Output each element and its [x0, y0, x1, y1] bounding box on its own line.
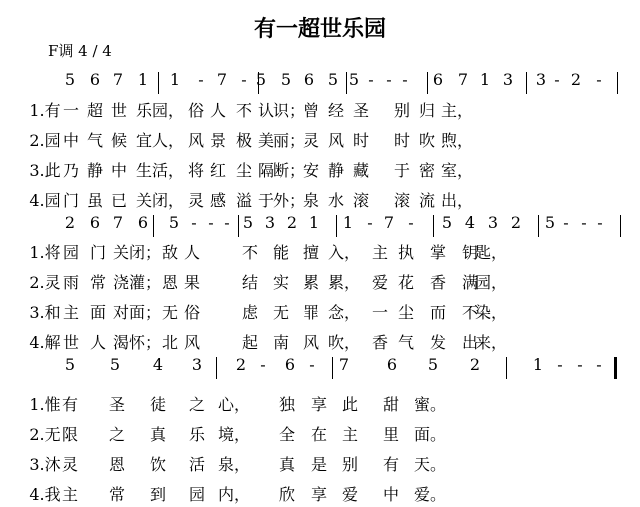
lyric-char: 面。: [413, 425, 447, 444]
dash-hold: -: [597, 213, 603, 232]
verse-start: 1.将: [29, 243, 61, 262]
lyric-char: 北: [161, 333, 179, 352]
lyric-char: 人: [89, 333, 107, 352]
lyric-char: 活: [188, 455, 206, 474]
lyric-char: 满: [461, 273, 479, 292]
lyric-char: 关: [135, 191, 153, 210]
lyric-char: 滚: [352, 191, 370, 210]
lyric-char: 溢: [235, 191, 253, 210]
barline: [506, 357, 507, 379]
dash-hold: -: [577, 355, 583, 374]
lyric-char: 发: [429, 333, 447, 352]
lyric-char: 藏: [352, 161, 370, 180]
lyric-char: 饮: [149, 455, 167, 474]
note: 1: [342, 213, 354, 232]
lyric-char: 泉，: [217, 455, 251, 474]
barline: [538, 215, 539, 237]
lyric-char: 人: [183, 243, 201, 262]
lyric-line: [0, 482, 640, 506]
lyric-char: 极: [235, 131, 253, 150]
barline: [526, 72, 527, 94]
lyric-char: 甜: [382, 395, 400, 414]
verse-start: 4.解: [29, 333, 61, 352]
note: 5: [348, 70, 360, 89]
lyric-line: [0, 188, 640, 212]
lyric-char: 常: [89, 273, 107, 292]
lyric-line: [0, 300, 640, 324]
verse-start: 3.和: [29, 303, 61, 322]
note-line: [0, 70, 640, 94]
lyric-char: 曾: [302, 101, 320, 120]
note: 7: [216, 70, 228, 89]
note: 3: [264, 213, 276, 232]
dash-hold: -: [241, 70, 247, 89]
lyric-line: [0, 98, 640, 122]
lyric-char: 不: [461, 303, 479, 322]
lyric-char: 丽；: [272, 131, 306, 150]
hymn-title: 有一超世乐园: [253, 17, 386, 42]
lyric-char: 泉: [302, 191, 320, 210]
lyric-char: 执: [397, 243, 415, 262]
lyric-char: 中: [62, 131, 80, 150]
lyric-char: 入，: [327, 243, 361, 262]
barline: [427, 72, 428, 94]
lyric-char: 主: [371, 243, 389, 262]
lyric-char: 流: [418, 191, 436, 210]
verse-start: 4.我: [29, 485, 61, 504]
barline: [336, 215, 337, 237]
final-barline: [614, 357, 617, 379]
lyric-char: 门: [89, 243, 107, 262]
lyric-char: 此: [341, 395, 359, 414]
lyric-char: 累，: [327, 273, 361, 292]
lyric-char: 而: [429, 303, 447, 322]
lyric-char: 时: [393, 131, 411, 150]
lyric-char: 徒: [149, 395, 167, 414]
lyric-char: 香: [429, 273, 447, 292]
lyric-line: [0, 330, 640, 354]
barline: [346, 72, 347, 94]
lyric-char: 念，: [327, 303, 361, 322]
lyric-char: 主: [62, 303, 80, 322]
dash-hold: -: [386, 70, 392, 89]
note: 7: [383, 213, 395, 232]
lyric-char: 候: [110, 131, 128, 150]
dash-hold: -: [260, 355, 266, 374]
lyric-char: 时: [352, 131, 370, 150]
lyric-char: 吹: [418, 131, 436, 150]
barline: [332, 357, 333, 379]
lyric-char: 乃: [62, 161, 80, 180]
note: 7: [112, 70, 124, 89]
lyric-char: 吹，: [327, 333, 361, 352]
note: 3: [487, 213, 499, 232]
lyric-char: 渴: [112, 333, 130, 352]
dash-hold: -: [224, 213, 230, 232]
lyric-line: [0, 422, 640, 446]
dash-hold: -: [408, 213, 414, 232]
lyric-char: 闭，: [151, 191, 185, 210]
lyric-char: 一: [371, 303, 389, 322]
lyric-char: 乐: [188, 425, 206, 444]
lyric-char: 气: [397, 333, 415, 352]
note: 1: [479, 70, 491, 89]
lyric-char: 识；: [272, 101, 306, 120]
barline: [153, 215, 154, 237]
note: 3: [535, 70, 547, 89]
note: 5: [280, 70, 292, 89]
lyric-char: 有: [61, 395, 79, 414]
lyric-char: 里: [382, 425, 400, 444]
note-line: [0, 213, 640, 237]
lyric-char: 天。: [413, 455, 447, 474]
lyric-char: 中: [110, 161, 128, 180]
lyric-char: 俗: [183, 303, 201, 322]
note: 6: [386, 355, 398, 374]
lyric-char: 园: [188, 485, 206, 504]
lyric-char: 享: [310, 395, 328, 414]
lyric-char: 有: [382, 455, 400, 474]
note: 2: [570, 70, 582, 89]
lyric-char: 中: [382, 485, 400, 504]
lyric-char: 尘: [235, 161, 253, 180]
lyric-char: 面: [89, 303, 107, 322]
verse-start: 2.无: [29, 425, 61, 444]
lyric-char: 经: [327, 101, 345, 120]
dash-hold: -: [191, 213, 197, 232]
lyric-char: 断；: [272, 161, 306, 180]
note: 6: [89, 213, 101, 232]
dash-hold: -: [563, 213, 569, 232]
lyric-line: [0, 392, 640, 416]
lyric-char: 主: [61, 485, 79, 504]
note: 2: [510, 213, 522, 232]
lyric-char: 心，: [217, 395, 251, 414]
lyric-char: 南: [272, 333, 290, 352]
lyric-char: 限: [61, 425, 79, 444]
lyric-char: 宜: [135, 131, 153, 150]
lyric-char: 香: [371, 333, 389, 352]
lyric-char: 感: [209, 191, 227, 210]
lyric-char: 对: [112, 303, 130, 322]
note: 2: [286, 213, 298, 232]
lyric-char: 染，: [474, 303, 508, 322]
lyric-char: 灵: [61, 455, 79, 474]
lyric-char: 门: [62, 191, 80, 210]
note: 3: [502, 70, 514, 89]
lyric-char: 爱。: [413, 485, 447, 504]
lyric-char: 尘: [397, 303, 415, 322]
lyric-char: 灵: [187, 191, 205, 210]
note: 5: [427, 355, 439, 374]
lyric-char: 世: [62, 333, 80, 352]
verse-start: 1.有: [29, 101, 61, 120]
lyric-char: 出: [461, 333, 479, 352]
note: 5: [327, 70, 339, 89]
lyric-char: 怀；: [128, 333, 162, 352]
lyric-char: 无: [272, 303, 290, 322]
lyric-char: 乐: [135, 101, 153, 120]
lyric-char: 来，: [474, 333, 508, 352]
lyric-char: 出，: [440, 191, 474, 210]
barline: [433, 215, 434, 237]
lyric-char: 风: [183, 333, 201, 352]
note: 6: [303, 70, 315, 89]
note: 6: [284, 355, 296, 374]
lyric-char: 超: [86, 101, 104, 120]
lyric-char: 之: [108, 425, 126, 444]
note: 5: [109, 355, 121, 374]
note: 4: [152, 355, 164, 374]
lyric-char: 果: [183, 273, 201, 292]
lyric-char: 安: [302, 161, 320, 180]
lyric-char: 掌: [429, 243, 447, 262]
lyric-char: 虑: [241, 303, 259, 322]
lyric-char: 欣: [278, 485, 296, 504]
barline: [158, 72, 159, 94]
note: 1: [532, 355, 544, 374]
note: 2: [64, 213, 76, 232]
note: 3: [191, 355, 203, 374]
lyric-char: 已: [110, 191, 128, 210]
lyric-char: 内，: [217, 485, 251, 504]
barline: [216, 357, 217, 379]
lyric-char: 活，: [151, 161, 185, 180]
note: 7: [338, 355, 350, 374]
lyric-line: [0, 270, 640, 294]
lyric-char: 实: [272, 273, 290, 292]
dash-hold: -: [367, 213, 373, 232]
lyric-char: 一: [62, 101, 80, 120]
dash-hold: -: [554, 70, 560, 89]
lyric-char: 气: [86, 131, 104, 150]
lyric-char: 风: [327, 131, 345, 150]
dash-hold: -: [557, 355, 563, 374]
lyric-char: 蜜。: [413, 395, 447, 414]
lyric-char: 雨: [62, 273, 80, 292]
note: 1: [137, 70, 149, 89]
lyric-char: 不: [235, 101, 253, 120]
note: 5: [64, 355, 76, 374]
verse-start: 2.园: [29, 131, 61, 150]
lyric-char: 享: [310, 485, 328, 504]
lyric-char: 恩: [108, 455, 126, 474]
lyric-char: 爱: [341, 485, 359, 504]
lyric-char: 水: [327, 191, 345, 210]
lyric-char: 关: [112, 243, 130, 262]
lyric-char: 别: [341, 455, 359, 474]
lyric-char: 累: [302, 273, 320, 292]
barline: [617, 72, 618, 94]
note: 5: [168, 213, 180, 232]
note-line: [0, 355, 640, 379]
lyric-char: 常: [108, 485, 126, 504]
lyric-char: 之: [188, 395, 206, 414]
lyric-line: [0, 452, 640, 476]
note: 7: [112, 213, 124, 232]
lyric-char: 人: [209, 101, 227, 120]
lyric-char: 浇: [112, 273, 130, 292]
dash-hold: -: [596, 70, 602, 89]
lyric-line: [0, 128, 640, 152]
lyric-char: 美: [257, 131, 275, 150]
lyric-char: 静: [327, 161, 345, 180]
dash-hold: -: [402, 70, 408, 89]
lyric-char: 结: [241, 273, 259, 292]
verse-start: 1.惟: [29, 395, 61, 414]
lyric-char: 不: [241, 243, 259, 262]
lyric-char: 虽: [86, 191, 104, 210]
dash-hold: -: [208, 213, 214, 232]
lyric-char: 园，: [151, 101, 185, 120]
lyric-char: 主: [341, 425, 359, 444]
note: 5: [242, 213, 254, 232]
barline: [238, 215, 239, 237]
note: 4: [464, 213, 476, 232]
lyric-char: 爱: [371, 273, 389, 292]
lyric-char: 独: [278, 395, 296, 414]
note: 5: [441, 213, 453, 232]
lyric-char: 闭；: [128, 243, 162, 262]
lyric-char: 密: [418, 161, 436, 180]
note: 6: [89, 70, 101, 89]
lyric-char: 室，: [440, 161, 474, 180]
lyric-char: 恩: [161, 273, 179, 292]
lyric-char: 世: [110, 101, 128, 120]
lyric-char: 风: [302, 333, 320, 352]
lyric-char: 静: [86, 161, 104, 180]
lyric-char: 风: [187, 131, 205, 150]
note: 2: [469, 355, 481, 374]
verse-start: 2.灵: [29, 273, 61, 292]
lyric-char: 全: [278, 425, 296, 444]
verse-start: 4.园: [29, 191, 61, 210]
lyric-char: 境，: [217, 425, 251, 444]
lyric-char: 煦，: [440, 131, 474, 150]
barline: [620, 215, 621, 237]
note: 6: [432, 70, 444, 89]
dash-hold: -: [198, 70, 204, 89]
note: 1: [308, 213, 320, 232]
note: 6: [137, 213, 149, 232]
lyric-char: 俗: [187, 101, 205, 120]
dash-hold: -: [368, 70, 374, 89]
verse-start: 3.沐: [29, 455, 61, 474]
lyric-char: 滚: [393, 191, 411, 210]
note: 5: [255, 70, 267, 89]
lyric-char: 归: [418, 101, 436, 120]
dash-hold: -: [581, 213, 587, 232]
lyric-char: 于: [393, 161, 411, 180]
lyric-char: 真: [278, 455, 296, 474]
lyric-char: 在: [310, 425, 328, 444]
lyric-char: 认: [257, 101, 275, 120]
dash-hold: -: [309, 355, 315, 374]
lyric-char: 是: [310, 455, 328, 474]
lyric-char: 生: [135, 161, 153, 180]
lyric-char: 园，: [474, 273, 508, 292]
lyric-char: 园: [62, 243, 80, 262]
lyric-char: 圣: [352, 101, 370, 120]
lyric-char: 外；: [272, 191, 306, 210]
key-signature: F调 4 / 4: [48, 42, 112, 60]
lyric-char: 于: [257, 191, 275, 210]
lyric-char: 敌: [161, 243, 179, 262]
lyric-char: 景: [209, 131, 227, 150]
lyric-char: 灵: [302, 131, 320, 150]
lyric-char: 匙，: [474, 243, 508, 262]
note: 1: [169, 70, 181, 89]
lyric-char: 将: [187, 161, 205, 180]
lyric-char: 钥: [461, 243, 479, 262]
lyric-char: 面；: [128, 303, 162, 322]
lyric-char: 真: [149, 425, 167, 444]
lyric-char: 主，: [440, 101, 474, 120]
lyric-char: 红: [209, 161, 227, 180]
note: 7: [457, 70, 469, 89]
lyric-char: 罪: [302, 303, 320, 322]
lyric-char: 人，: [151, 131, 185, 150]
note: 5: [544, 213, 556, 232]
lyric-char: 能: [272, 243, 290, 262]
lyric-char: 圣: [108, 395, 126, 414]
lyric-char: 隔: [257, 161, 275, 180]
lyric-line: [0, 158, 640, 182]
lyric-line: [0, 240, 640, 264]
lyric-char: 别: [393, 101, 411, 120]
lyric-char: 起: [241, 333, 259, 352]
note: 5: [64, 70, 76, 89]
lyric-char: 无: [161, 303, 179, 322]
lyric-char: 灌；: [128, 273, 162, 292]
verse-start: 3.此: [29, 161, 61, 180]
lyric-char: 花: [397, 273, 415, 292]
lyric-char: 到: [149, 485, 167, 504]
note: 2: [235, 355, 247, 374]
dash-hold: -: [596, 355, 602, 374]
lyric-char: 擅: [302, 243, 320, 262]
